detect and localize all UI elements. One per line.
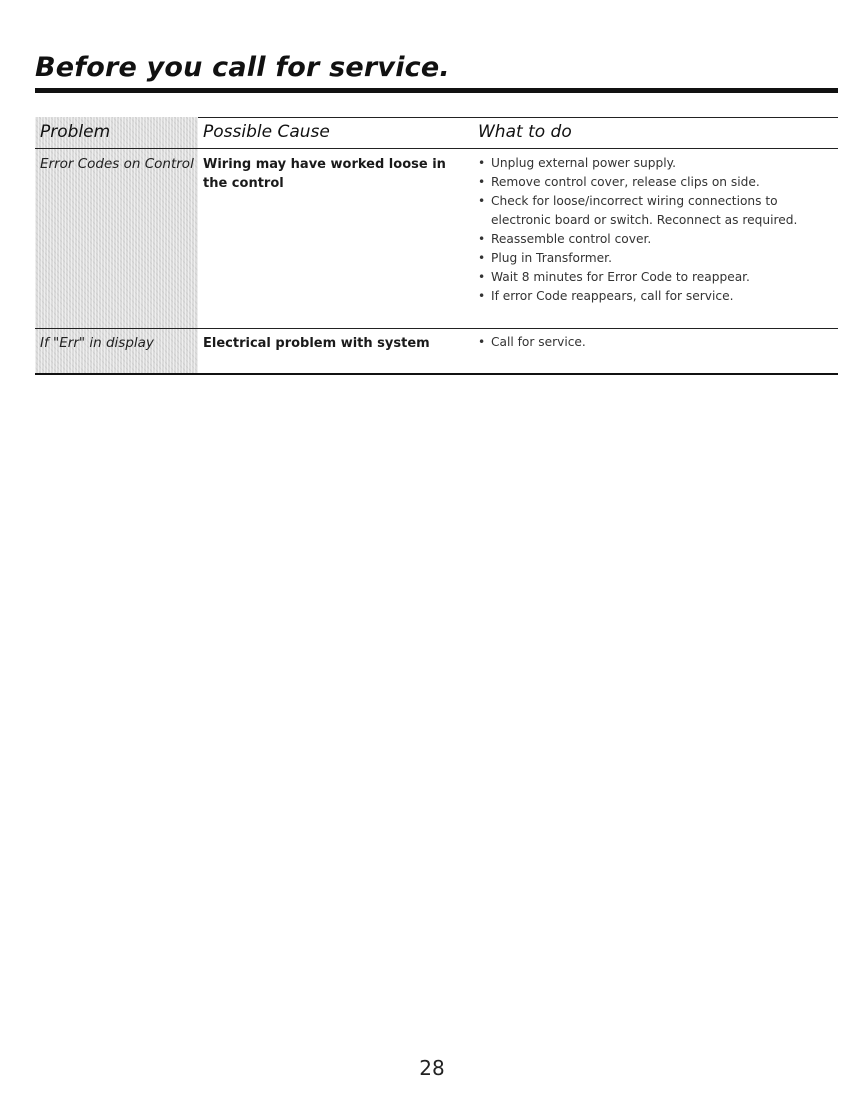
row-2-problem: If "Err" in display	[40, 335, 154, 351]
title-divider	[35, 88, 838, 93]
row-2-todo-list	[478, 333, 833, 352]
list-item: • Plug in Transformer.	[478, 249, 833, 268]
bullet-icon: •	[478, 335, 486, 349]
page-number: 28	[419, 1056, 445, 1080]
row-1-cause: Wiring may have worked loose in the control	[203, 157, 446, 191]
bullet-icon: •	[478, 175, 486, 189]
header-possible-cause: Possible Cause	[203, 122, 330, 142]
list-item: • Call for service.	[478, 333, 833, 352]
bullet-icon: •	[478, 289, 486, 303]
header-divider	[35, 148, 838, 149]
list-item: • Unplug external power supply.	[478, 154, 833, 173]
row-1-problem: Error Codes on Control	[40, 156, 194, 172]
list-item: • Check for loose/incorrect wiring connections to electronic board or switch. Reconnect as required.	[478, 194, 798, 227]
list-item: • If error Code reappears, call for service.	[478, 287, 833, 306]
list-item: • Wait 8 minutes for Error Code to reappear.	[478, 268, 833, 287]
bullet-icon: •	[478, 270, 486, 284]
header-problem: Problem	[40, 122, 111, 142]
row-2-cause: Electrical problem with system	[203, 336, 430, 351]
bullet-icon: •	[478, 232, 486, 246]
row-1-todo-list	[478, 154, 833, 306]
bullet-icon: •	[478, 156, 486, 170]
header-what-to-do: What to do	[478, 122, 572, 142]
list-item: • Remove control cover, release clips on side.	[478, 173, 833, 192]
table-top-rule	[198, 117, 838, 118]
bullet-icon: •	[478, 251, 486, 265]
row-divider	[35, 328, 838, 329]
table-bottom-rule	[35, 373, 838, 375]
page-title: Before you call for service.	[35, 52, 450, 83]
bullet-icon: •	[478, 194, 486, 208]
list-item: • Reassemble control cover.	[478, 230, 833, 249]
